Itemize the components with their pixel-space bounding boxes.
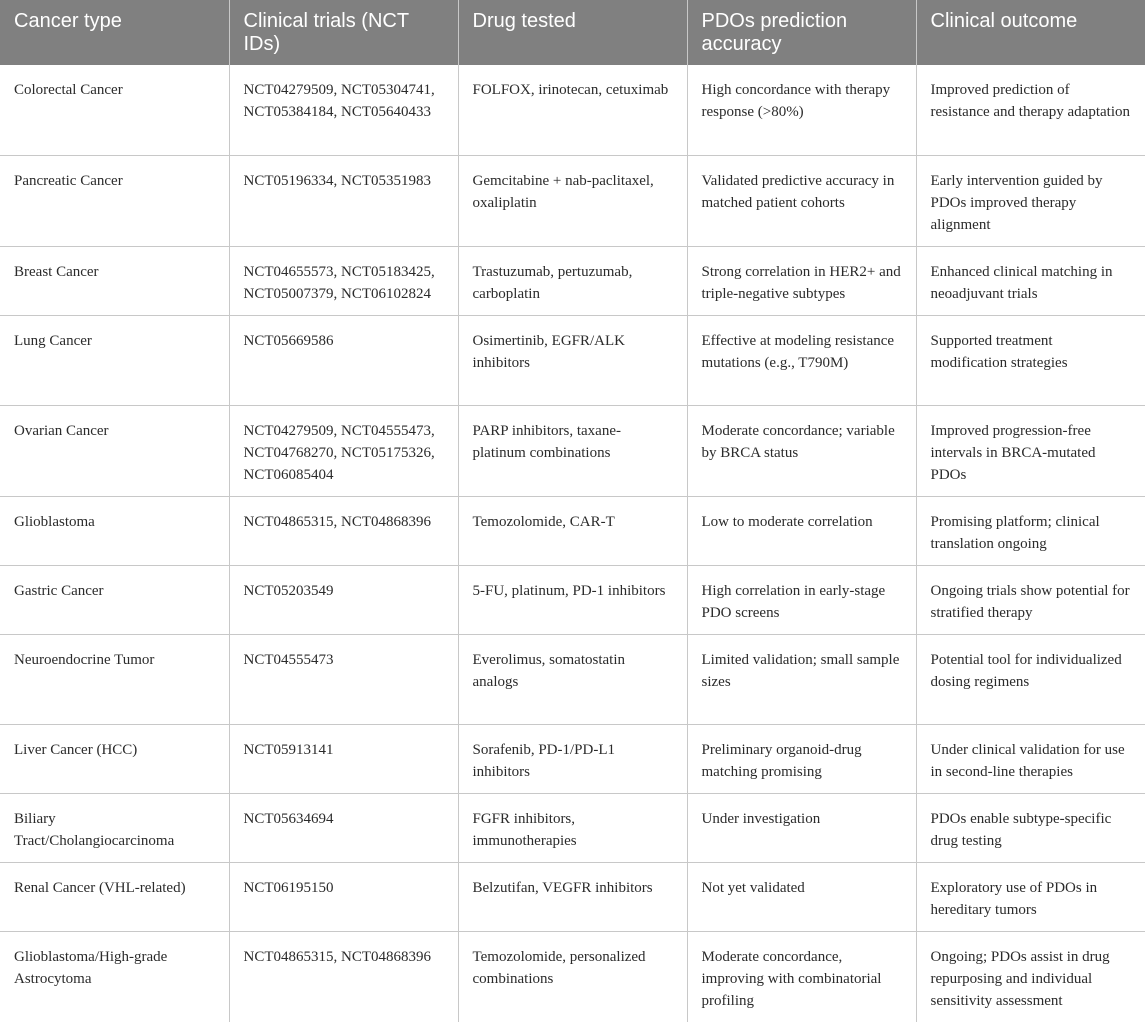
cell-clinical-outcome: Ongoing; PDOs assist in drug repurposing and individual sensitivity assessment	[930, 948, 1110, 1009]
cell-drug-tested: Osimertinib, EGFR/ALK inhibitors	[458, 315, 687, 405]
table-row	[0, 724, 1145, 793]
header-row	[0, 0, 1145, 65]
table-row	[0, 931, 1145, 1022]
cell-prediction-accuracy: Preliminary organoid-drug matching promising	[687, 724, 916, 793]
cell-clinical-outcome: Improved prediction of resistance and therapy adaptation	[916, 65, 1145, 155]
table-row	[0, 496, 1145, 565]
cell-prediction-accuracy: Strong correlation in HER2+ and triple-negative subtypes	[687, 246, 916, 315]
cell-clinical-trials: NCT05669586	[229, 315, 458, 405]
table-body	[0, 65, 1145, 1022]
header-cancer-type: Cancer type	[0, 0, 229, 65]
table-row	[0, 155, 1145, 246]
cell-clinical-outcome: Potential tool for individualized dosing regimens	[916, 634, 1145, 724]
cell-prediction-accuracy: Moderate concordance; variable by BRCA status	[687, 405, 916, 496]
cell-clinical-outcome: Early intervention guided by PDOs improved therapy alignment	[916, 155, 1145, 246]
cell-drug-tested: 5-FU, platinum, PD-1 inhibitors	[458, 565, 687, 634]
table-row	[0, 65, 1145, 155]
cell-prediction-accuracy: Validated predictive accuracy in matched patient cohorts	[687, 155, 916, 246]
cell-cancer-type: Glioblastoma/High-grade Astrocytoma	[0, 931, 229, 1022]
cell-prediction-accuracy: Effective at modeling resistance mutations (e.g., T790M)	[687, 315, 916, 405]
cell-clinical-trials: NCT05634694	[229, 793, 458, 862]
table-row	[0, 315, 1145, 405]
cell-cancer-type: Pancreatic Cancer	[0, 155, 229, 246]
cell-prediction-accuracy: High correlation in early-stage PDO screens	[687, 565, 916, 634]
cell-drug-tested: Sorafenib, PD-1/PD-L1 inhibitors	[458, 724, 687, 793]
cell-cancer-type: Gastric Cancer	[0, 565, 229, 634]
table-row	[0, 246, 1145, 315]
cell-clinical-outcome: Ongoing trials show potential for stratified therapy	[916, 565, 1145, 634]
cell-clinical-trials: NCT05913141	[229, 724, 458, 793]
cell-clinical-trials: NCT05196334, NCT05351983	[229, 155, 458, 246]
cell-clinical-trials: NCT04279509, NCT05304741, NCT05384184, NCT05640433	[229, 65, 458, 155]
cell-drug-tested: Trastuzumab, pertuzumab, carboplatin	[458, 246, 687, 315]
cell-drug-tested: FOLFOX, irinotecan, cetuximab	[458, 65, 687, 155]
cell-drug-tested: Belzutifan, VEGFR inhibitors	[458, 862, 687, 931]
cell-clinical-trials: NCT04865315, NCT04868396	[229, 496, 458, 565]
header-clinical-trials: Clinical trials (NCT IDs)	[229, 0, 458, 65]
table-row	[0, 405, 1145, 496]
cell-cancer-type: Neuroendocrine Tumor	[0, 634, 229, 724]
cell-prediction-accuracy: Limited validation; small sample sizes	[687, 634, 916, 724]
cell-cancer-type: Colorectal Cancer	[0, 65, 229, 155]
cell-clinical-outcome: Supported treatment modification strategies	[916, 315, 1145, 405]
cell-clinical-trials: NCT04865315, NCT04868396	[229, 931, 458, 1022]
table-row	[0, 862, 1145, 931]
cell-prediction-accuracy: High concordance with therapy response (>80%)	[687, 65, 916, 155]
cell-drug-tested: FGFR inhibitors, immunotherapies	[458, 793, 687, 862]
cell-clinical-trials: NCT04555473	[229, 634, 458, 724]
cell-clinical-outcome: PDOs enable subtype-specific drug testing	[916, 793, 1145, 862]
cell-clinical-outcome: Promising platform; clinical translation ongoing	[916, 496, 1145, 565]
cell-cancer-type: Ovarian Cancer	[0, 405, 229, 496]
cell-drug-tested: Everolimus, somatostatin analogs	[458, 634, 687, 724]
cell-prediction-accuracy: Not yet validated	[687, 862, 916, 931]
cell-prediction-accuracy: Under investigation	[687, 793, 916, 862]
table-row	[0, 634, 1145, 724]
table-header	[0, 0, 1145, 65]
table-row	[0, 565, 1145, 634]
cell-clinical-trials: NCT06195150	[229, 862, 458, 931]
cell-drug-tested: Temozolomide, personalized combinations	[458, 931, 687, 1022]
cell-clinical-outcome: Improved progression-free intervals in BRCA-mutated PDOs	[916, 405, 1145, 496]
cell-cancer-type: Lung Cancer	[0, 315, 229, 405]
header-pdos-prediction-accuracy: PDOs prediction accuracy	[687, 0, 916, 65]
cell-clinical-outcome: Exploratory use of PDOs in hereditary tumors	[916, 862, 1145, 931]
cell-cancer-type: Breast Cancer	[0, 246, 229, 315]
header-drug-tested: Drug tested	[458, 0, 687, 65]
cell-cancer-type: Liver Cancer (HCC)	[0, 724, 229, 793]
cell-clinical-trials: NCT04655573, NCT05183425, NCT05007379, NCT06102824	[229, 246, 458, 315]
cell-drug-tested: PARP inhibitors, taxane-platinum combinations	[458, 405, 687, 496]
cell-clinical-outcome: Under clinical validation for use in second-line therapies	[916, 724, 1145, 793]
cell-cancer-type: Renal Cancer (VHL-related)	[0, 862, 229, 931]
header-clinical-outcome: Clinical outcome	[916, 0, 1145, 65]
cell-drug-tested: Temozolomide, CAR-T	[458, 496, 687, 565]
cell-cancer-type: Biliary Tract/Cholangiocarcinoma	[0, 793, 229, 862]
cell-clinical-outcome: Enhanced clinical matching in neoadjuvant trials	[916, 246, 1145, 315]
cell-clinical-trials: NCT04279509, NCT04555473, NCT04768270, NCT05175326, NCT06085404	[229, 405, 458, 496]
cell-prediction-accuracy: Low to moderate correlation	[687, 496, 916, 565]
cell-clinical-trials: NCT05203549	[229, 565, 458, 634]
table-row	[0, 793, 1145, 862]
cell-prediction-accuracy: Moderate concordance, improving with combinatorial profiling	[687, 931, 916, 1022]
cell-cancer-type: Glioblastoma	[0, 496, 229, 565]
cell-drug-tested: Gemcitabine + nab-paclitaxel, oxaliplatin	[458, 155, 687, 246]
